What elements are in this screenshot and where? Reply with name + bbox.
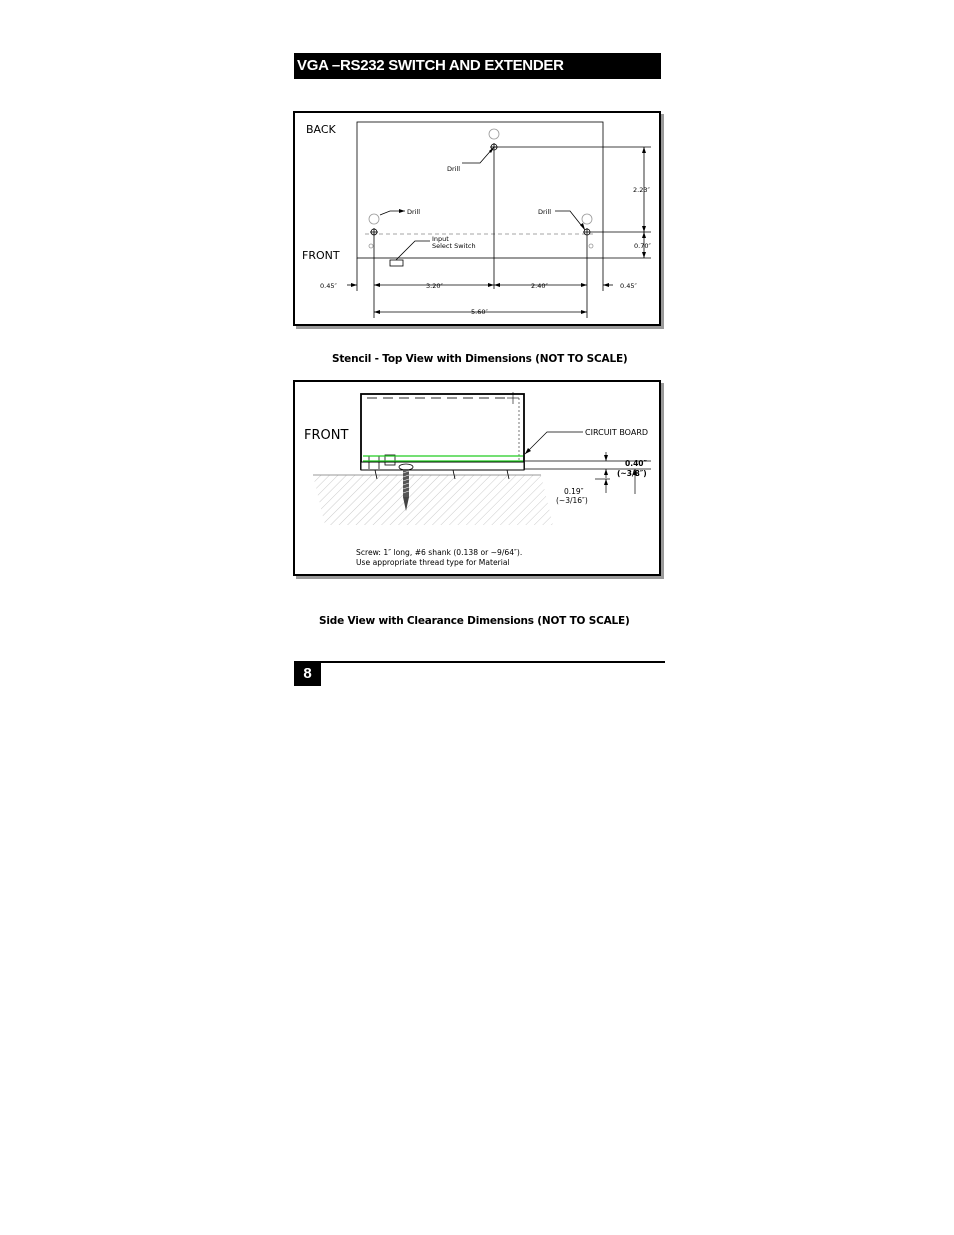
screw-note-line2: Use appropriate thread type for Material <box>356 558 510 567</box>
page-header <box>294 53 661 79</box>
dimension-0-45-left: 0.45″ <box>320 282 337 290</box>
back-label: BACK <box>306 123 336 136</box>
input-select-label-line1: Input <box>432 235 449 243</box>
mounting-surface <box>313 475 553 525</box>
drill-left-label: Drill <box>407 208 421 216</box>
drill-top-label: Drill <box>447 165 461 173</box>
drill-right-label: Drill <box>538 208 552 216</box>
side-view-figure <box>293 380 661 576</box>
screw-note-line1: Screw: 1″ long, #6 shank (0.138 or ~9/64″). <box>356 548 523 557</box>
input-select-label-line2: Select Switch <box>432 242 476 250</box>
dimension-3-20: 3.20″ <box>426 282 443 290</box>
figure2-caption: Side View with Clearance Dimensions (NOT TO SCALE) <box>319 615 630 627</box>
figure1-caption: Stencil - Top View with Dimensions (NOT TO SCALE) <box>332 353 628 365</box>
circuit-board-label: CIRCUIT BOARD <box>585 428 649 437</box>
dimension-5-60: 5.60″ <box>471 308 488 316</box>
side-view-drawing <box>295 382 659 574</box>
drill-mark-left <box>369 214 379 236</box>
dimension-approx-3-8: (~3/8″) <box>617 469 647 478</box>
dimension-approx-3-16: (~3/16″) <box>556 496 588 505</box>
stencil-top-view-figure <box>293 111 661 326</box>
dimension-0-45-right: 0.45″ <box>620 282 637 290</box>
dimension-0-40: 0.40″ <box>625 459 647 468</box>
dimension-0-19: 0.19″ <box>564 487 584 496</box>
side-front-label: FRONT <box>304 428 349 443</box>
input-select-switch-shape <box>390 260 403 266</box>
page-header-title: VGA –RS232 SWITCH AND EXTENDER <box>297 57 564 74</box>
drill-mark-top <box>489 129 499 151</box>
page-number: 8 <box>294 662 321 686</box>
enclosure-outline <box>361 394 524 469</box>
stencil-top-view-drawing <box>295 113 659 324</box>
dimension-2-40: 2.40″ <box>531 282 548 290</box>
footer-rule <box>294 661 665 663</box>
dimension-2-23: 2.23″ <box>633 186 650 194</box>
circuit-board-line <box>363 456 523 461</box>
front-label: FRONT <box>302 249 340 262</box>
dimension-0-70: 0.70″ <box>634 242 651 250</box>
device-outline <box>357 122 603 258</box>
